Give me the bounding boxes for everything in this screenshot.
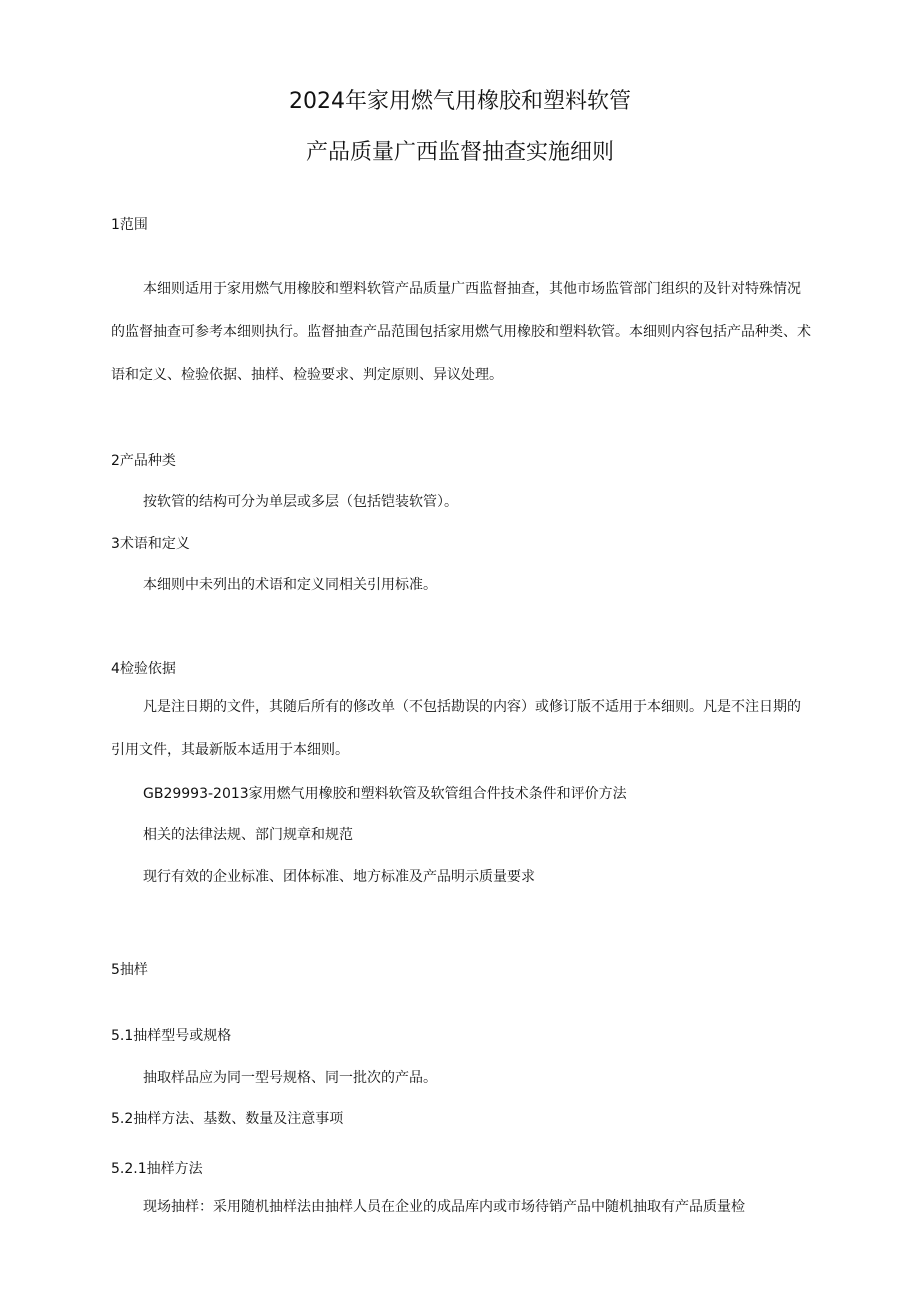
section-5-heading: 5抽样: [111, 962, 148, 978]
section-5-2-1-heading: 5.2.1抽样方法: [111, 1161, 203, 1177]
section-2-heading: 2产品种类: [111, 453, 176, 469]
document-title-line-2: 产品质量广西监督抽查实施细则: [305, 140, 614, 165]
section-1-paragraph: 本细则适用于家用燃气用橡胶和塑料软管产品质量广西监督抽查，其他市场监管部门组织的及针对特殊情况的监督抽查可参考本细则执行。监督抽查产品范围包括家用燃气用橡胶和塑料软管。本细则内容包括产品种类、术语和定义、检验依据、抽样、检验要求、判定原则、异议处理。: [111, 281, 811, 383]
section-1-heading: 1范围: [111, 217, 148, 233]
section-3-paragraph: 本细则中未列出的术语和定义同相关引用标准。: [143, 577, 437, 593]
section-5-1-paragraph: 抽取样品应为同一型号规格、同一批次的产品。: [143, 1070, 437, 1086]
document-title-line-1: 2024年家用燃气用橡胶和塑料软管: [289, 89, 631, 114]
section-5-2-1-paragraph: 现场抽样：采用随机抽样法由抽样人员在企业的成品库内或市场待销产品中随机抽取有产品质量检: [143, 1199, 745, 1215]
section-4-item-standard: GB29993-2013家用燃气用橡胶和塑料软管及软管组合件技术条件和评价方法: [143, 786, 627, 802]
section-4-heading: 4检验依据: [111, 661, 176, 677]
section-4-item-standards: 现行有效的企业标准、团体标准、地方标准及产品明示质量要求: [143, 869, 535, 885]
section-5-1-heading: 5.1抽样型号或规格: [111, 1028, 232, 1044]
section-4-paragraph: 凡是注日期的文件，其随后所有的修改单（不包括勘误的内容）或修订版不适用于本细则。凡是不注日期的引用文件，其最新版本适用于本细则。: [111, 699, 801, 758]
section-4-item-laws: 相关的法律法规、部门规章和规范: [143, 827, 353, 843]
section-5-2-heading: 5.2抽样方法、基数、数量及注意事项: [111, 1111, 344, 1127]
section-2-paragraph: 按软管的结构可分为单层或多层（包括铠装软管）。: [143, 494, 458, 510]
section-3-heading: 3术语和定义: [111, 536, 190, 552]
